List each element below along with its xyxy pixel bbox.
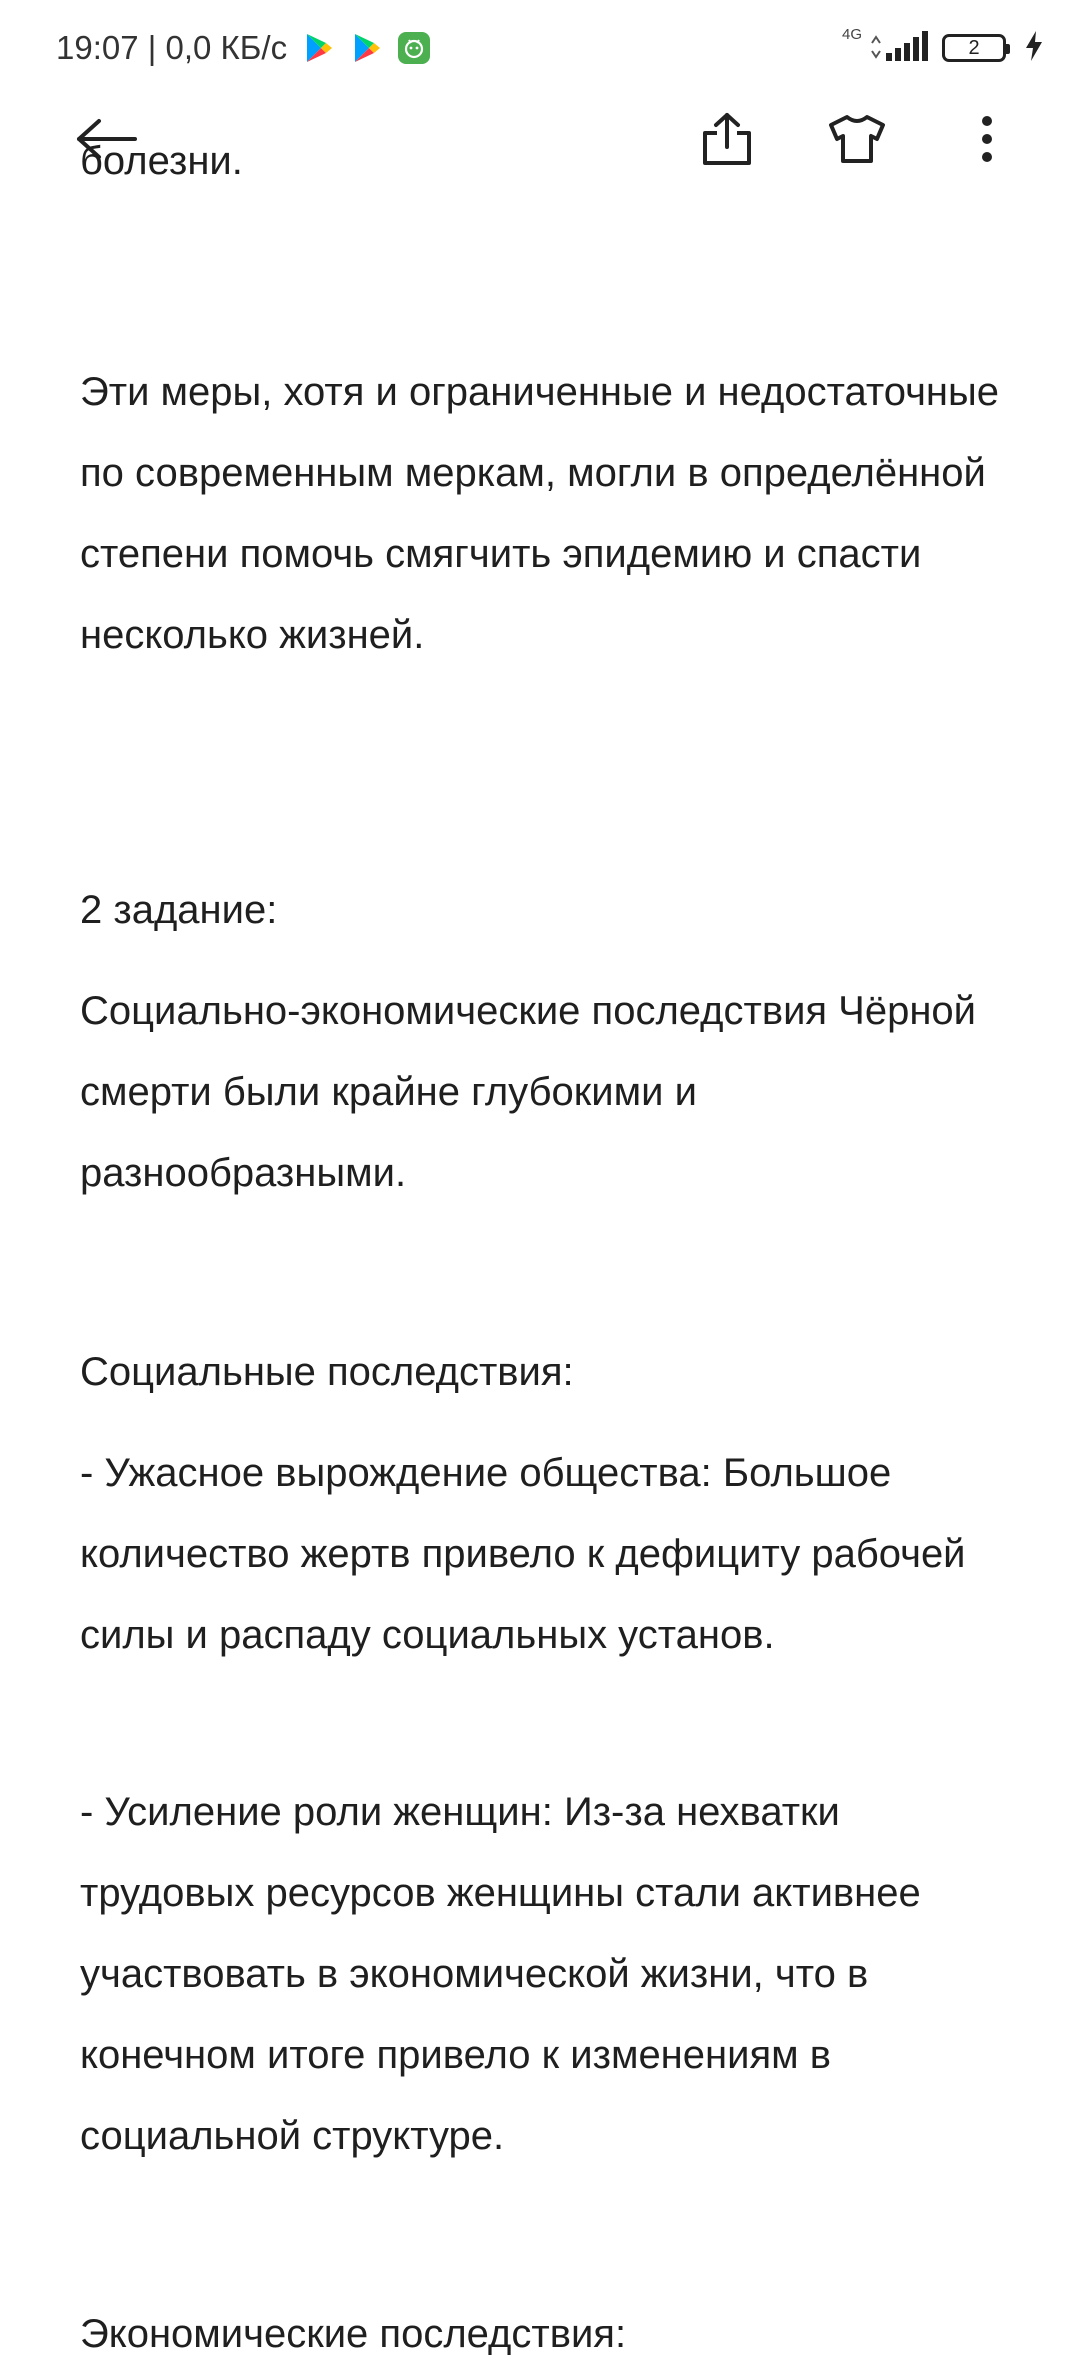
bullet-women: - Усиление роли женщин: Из-за нехватки трудовых ресурсов женщины стали активнее участвовать в экономической жизни, что в конечном итоге привело к изменениям в социальной структуре. [80,1790,921,2158]
charging-icon [1024,30,1044,67]
paragraph-measures: Эти меры, хотя и ограниченные и недостаточные по современным меркам, могли в определённой степени помочь смягчить эпидемию и спасти несколько жизней. [80,370,1000,657]
status-right [841,25,1044,68]
economic-heading: Экономические последствия: [80,2312,627,2356]
partial-top-line: болезни. [80,139,243,183]
play-store-icon [349,31,383,65]
network-type-label: 4G [841,25,862,43]
paragraph-intro: Социально-экономические последствия Чёрной смерти были крайне глубокими и разнообразными. [80,989,977,1195]
social-heading: Социальные последствия: [80,1350,574,1394]
android-app-icon [397,31,431,65]
note-scroll-area[interactable] [0,139,1080,2356]
play-store-icon [301,31,335,65]
bullet-degeneration: - Ужасное вырождение общества: Большое количество жертв привело к дефициту рабочей силы и распаду социальных установ. [80,1451,966,1657]
signal-icon [868,29,932,68]
battery-icon [942,34,1006,62]
status-left [56,29,431,67]
status-bar [0,0,1080,96]
status-time-speed: 19:07 | 0,0 КБ/с [56,29,288,66]
battery-level: 2 [968,36,980,59]
task-heading: 2 задание: [80,888,278,932]
